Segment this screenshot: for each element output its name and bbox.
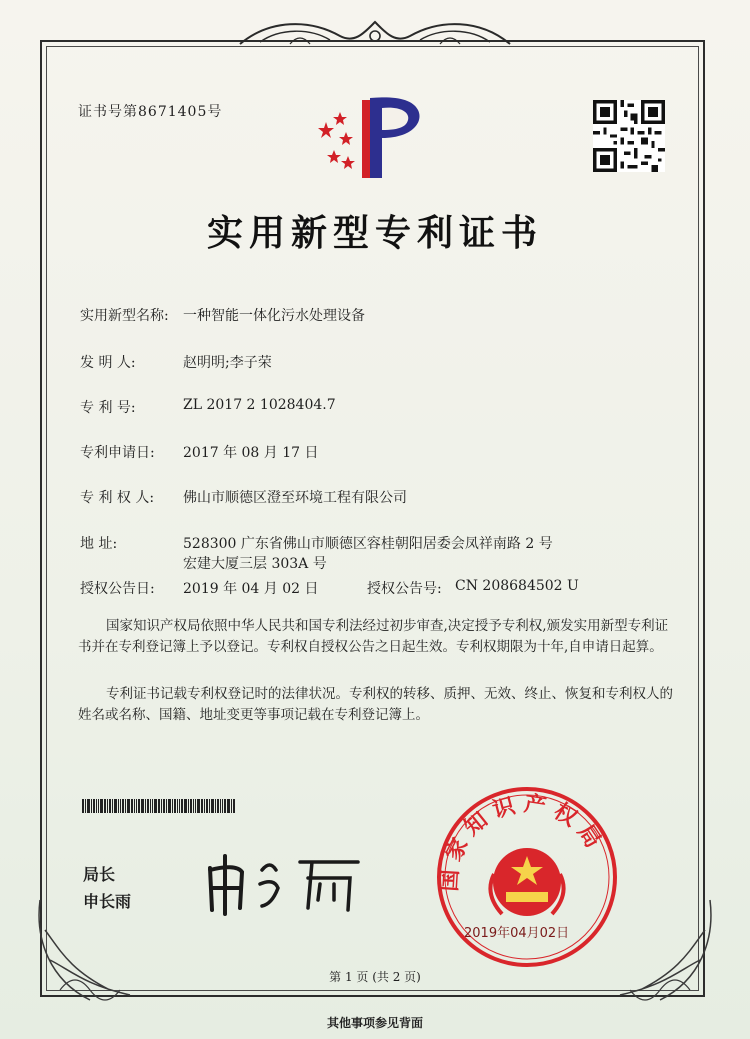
field-label-announce-no: 授权公告号:	[367, 581, 442, 597]
field-label-patent-no: 专 利 号:	[80, 400, 136, 416]
patent-office-logo	[312, 92, 432, 184]
official-seal	[432, 782, 622, 972]
field-label-address: 地 址:	[80, 536, 118, 552]
footer-note: 其他事项参见背面	[326, 1016, 423, 1030]
signatory-title: 局长	[83, 865, 116, 884]
field-label-filing-date: 专利申请日:	[80, 445, 155, 461]
top-ornament	[230, 14, 520, 54]
signatory-name: 申长雨	[83, 892, 132, 911]
field-value-patent-no: ZL 2017 2 1028404.7	[183, 397, 336, 413]
page-info: 第 1 页 (共 2 页)	[329, 970, 421, 984]
grant-statement: 国家知识产权局依照中华人民共和国专利法经过初步审查,决定授予专利权,颁发实用新型专利证书并在专利登记簿上予以登记。专利权自授权公告之日起生效。专利权期限为十年,自申请日起算。	[78, 618, 669, 655]
field-value-filing-date: 2017 年 08 月 17 日	[183, 445, 319, 461]
seal-date: 2019年04月02日	[464, 926, 570, 941]
certificate-number: 证书号第8671405号	[78, 104, 223, 120]
field-label-name: 实用新型名称:	[80, 308, 169, 324]
field-value-address-line1: 528300 广东省佛山市顺德区容桂朝阳居委会凤祥南路 2 号	[183, 536, 553, 552]
field-value-address-line2: 宏建大厦三层 303A 号	[183, 556, 327, 572]
legal-status-statement: 专利证书记载专利权登记时的法律状况。专利权的转移、质押、无效、终止、恢复和专利权人的姓名或名称、国籍、地址变更等事项记载在专利登记簿上。	[78, 686, 673, 723]
svg-text:国家知识产权局: 国家知识产权局	[437, 791, 610, 893]
certificate-title: 实用新型专利证书	[206, 212, 543, 254]
qr-code	[593, 100, 665, 172]
field-value-announce-no: CN 208684502 U	[455, 578, 579, 594]
signature	[200, 848, 370, 918]
field-value-inventor: 赵明明;李子荣	[183, 355, 272, 371]
field-value-announce-date: 2019 年 04 月 02 日	[183, 581, 319, 597]
field-label-patentee: 专 利 权 人:	[80, 490, 155, 506]
field-value-patentee: 佛山市顺德区澄至环境工程有限公司	[183, 490, 407, 506]
field-value-name: 一种智能一体化污水处理设备	[183, 308, 365, 324]
barcode	[82, 799, 282, 813]
field-label-announce-date: 授权公告日:	[80, 581, 155, 597]
bottom-right-ornament	[610, 890, 720, 1010]
field-label-inventor: 发 明 人:	[80, 355, 136, 371]
